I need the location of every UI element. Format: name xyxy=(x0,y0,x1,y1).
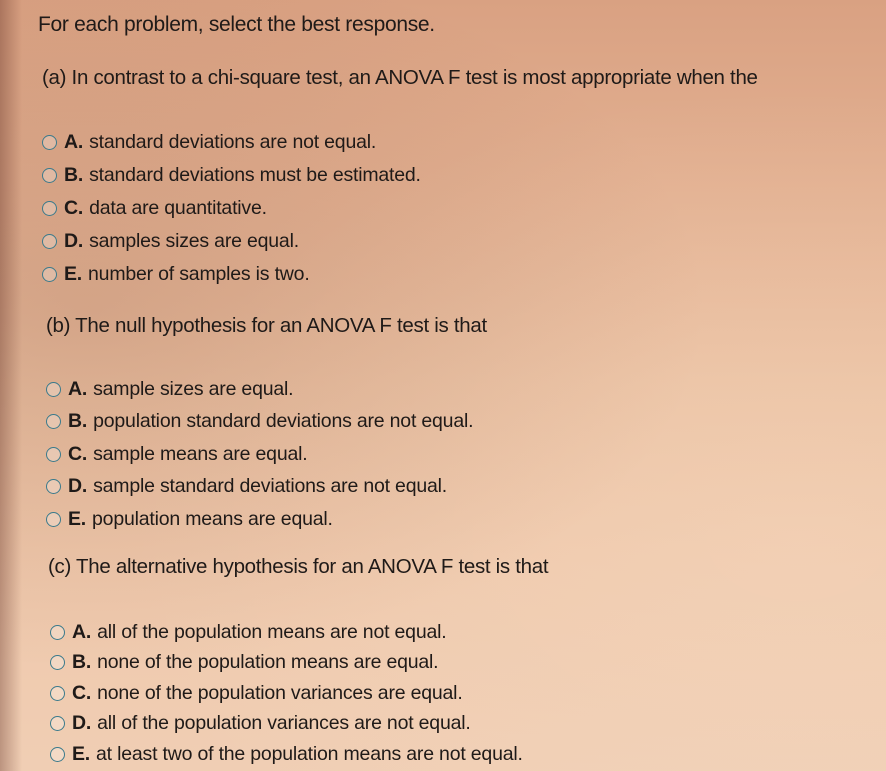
option-text: standard deviations must be estimated. xyxy=(89,164,421,186)
question-a-prompt: (a) In contrast to a chi-square test, an ANOVA F test is most appropriate when the xyxy=(42,66,758,89)
option-b-E[interactable] xyxy=(46,503,473,536)
option-b-A[interactable] xyxy=(46,373,473,406)
option-letter: C. xyxy=(64,197,84,219)
radio-button-icon[interactable] xyxy=(50,686,65,701)
option-letter: E. xyxy=(68,507,87,530)
option-text: sample means are equal. xyxy=(93,442,308,465)
option-text: sample sizes are equal. xyxy=(93,377,294,400)
instruction-text: For each problem, select the best response. xyxy=(38,13,435,36)
option-b-D[interactable] xyxy=(46,471,473,504)
option-b-B[interactable] xyxy=(46,406,473,439)
radio-button-icon[interactable] xyxy=(50,716,65,731)
option-a-B[interactable] xyxy=(42,159,421,192)
option-letter: C. xyxy=(68,442,88,465)
option-c-A[interactable] xyxy=(50,617,523,648)
option-letter: C. xyxy=(72,681,92,704)
option-letter: A. xyxy=(68,377,88,400)
option-letter: D. xyxy=(64,230,84,252)
option-c-E[interactable] xyxy=(50,739,523,770)
question-b-prompt: (b) The null hypothesis for an ANOVA F test is that xyxy=(46,314,487,337)
radio-button-icon[interactable] xyxy=(50,747,65,762)
option-text: data are quantitative. xyxy=(89,197,267,219)
option-text: none of the population variances are equal. xyxy=(97,681,463,704)
option-text: all of the population means are not equal. xyxy=(97,620,447,643)
radio-button-icon[interactable] xyxy=(50,655,65,670)
radio-button-icon[interactable] xyxy=(46,512,61,527)
option-a-E[interactable] xyxy=(42,258,421,291)
radio-button-icon[interactable] xyxy=(42,267,57,282)
option-c-D[interactable] xyxy=(50,709,523,740)
option-a-D[interactable] xyxy=(42,225,421,258)
option-text: none of the population means are equal. xyxy=(97,651,439,674)
question-b-options xyxy=(46,373,473,536)
option-text: number of samples is two. xyxy=(88,263,310,285)
option-text: samples sizes are equal. xyxy=(89,230,299,252)
question-c-prompt: (c) The alternative hypothesis for an ANOVA F test is that xyxy=(48,555,549,578)
option-letter: E. xyxy=(72,742,91,765)
option-letter: D. xyxy=(68,475,88,498)
option-text: sample standard deviations are not equal. xyxy=(93,475,447,498)
option-a-C[interactable] xyxy=(42,192,421,225)
radio-button-icon[interactable] xyxy=(50,625,65,640)
radio-button-icon[interactable] xyxy=(42,201,57,216)
option-letter: B. xyxy=(68,410,88,433)
question-c-options xyxy=(50,617,523,770)
radio-button-icon[interactable] xyxy=(42,168,57,183)
option-text: standard deviations are not equal. xyxy=(89,131,377,153)
option-letter: E. xyxy=(64,263,83,285)
option-text: all of the population variances are not equal. xyxy=(97,712,471,735)
option-letter: D. xyxy=(72,712,92,735)
option-c-B[interactable] xyxy=(50,648,523,679)
option-text: population standard deviations are not equal. xyxy=(93,410,474,433)
option-letter: B. xyxy=(72,651,92,674)
radio-button-icon[interactable] xyxy=(42,135,57,150)
question-a-options xyxy=(42,126,421,291)
option-letter: B. xyxy=(64,164,84,186)
radio-button-icon[interactable] xyxy=(46,479,61,494)
option-text: at least two of the population means are not equal. xyxy=(96,742,523,765)
option-c-C[interactable] xyxy=(50,678,523,709)
radio-button-icon[interactable] xyxy=(46,414,61,429)
option-text: population means are equal. xyxy=(92,507,333,530)
option-letter: A. xyxy=(72,620,92,643)
option-letter: A. xyxy=(64,131,84,153)
option-a-A[interactable] xyxy=(42,126,421,159)
radio-button-icon[interactable] xyxy=(46,447,61,462)
radio-button-icon[interactable] xyxy=(46,382,61,397)
option-b-C[interactable] xyxy=(46,438,473,471)
radio-button-icon[interactable] xyxy=(42,234,57,249)
